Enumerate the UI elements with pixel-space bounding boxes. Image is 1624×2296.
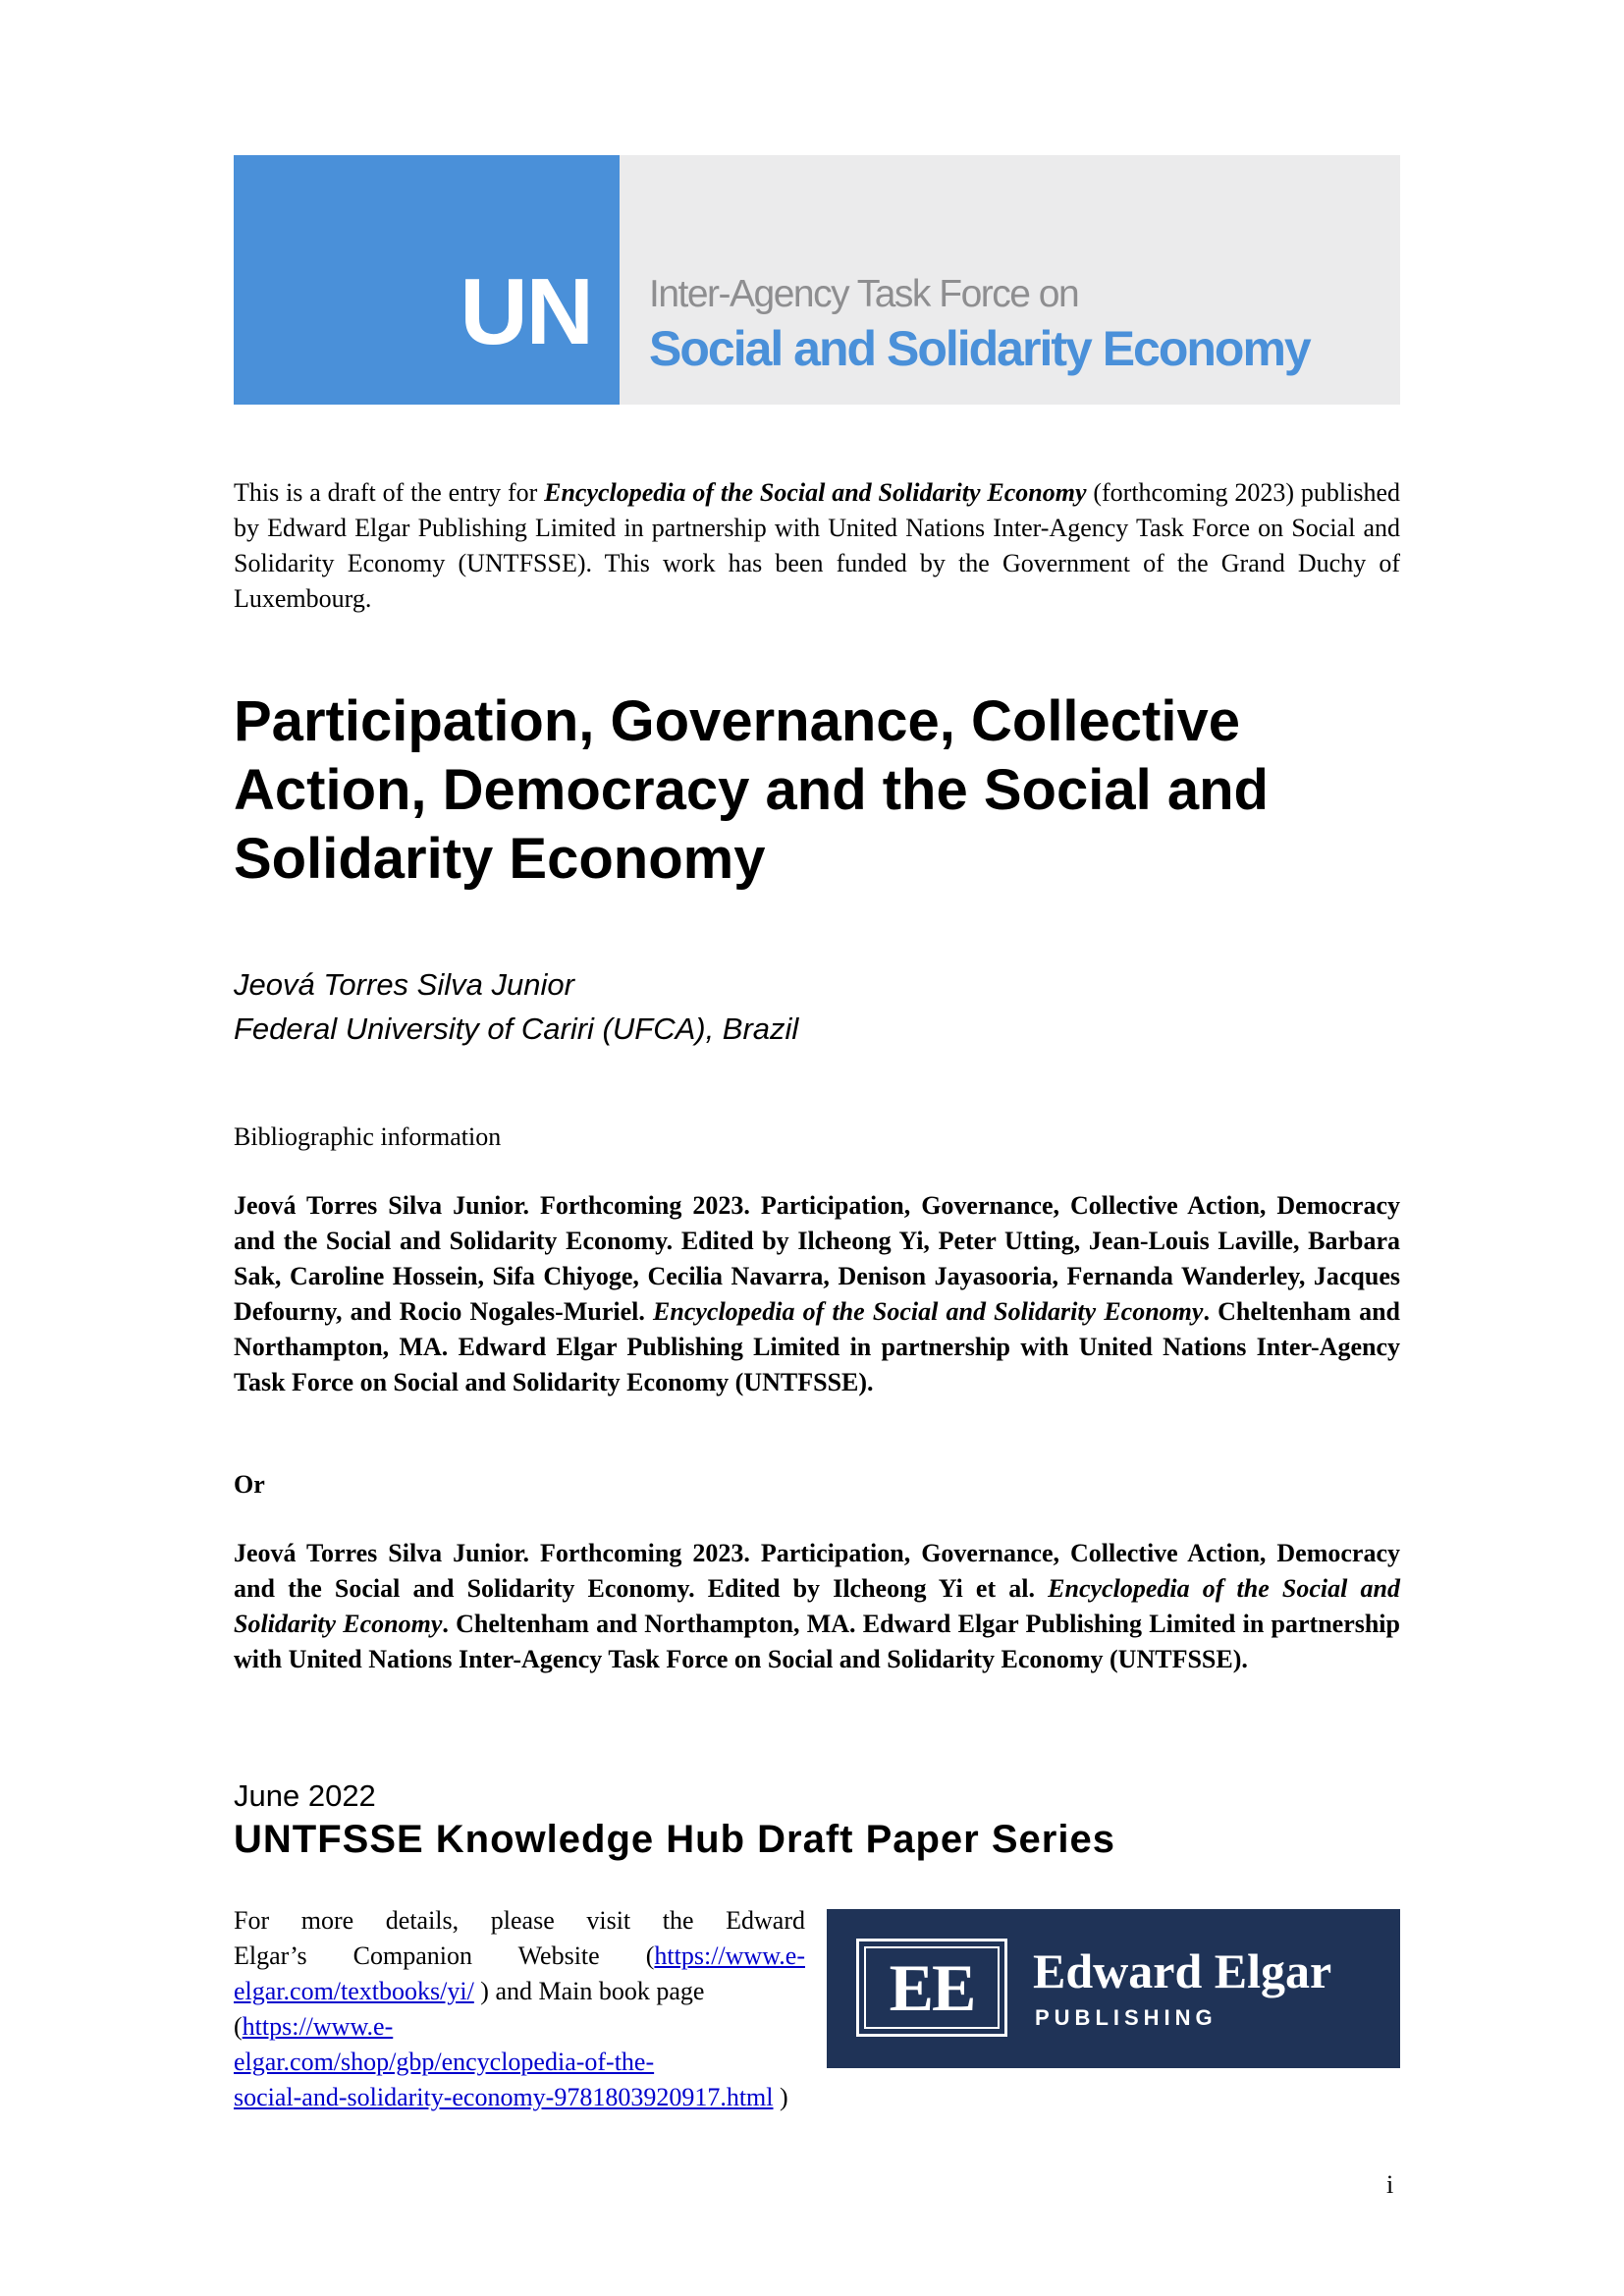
details-line-2 — [234, 1939, 805, 1974]
details-text: ) and Main book page — [473, 1977, 705, 2005]
task-force-name-block — [620, 155, 1400, 405]
citation-full-book: Encyclopedia of the Social and Solidarity Economy — [653, 1297, 1204, 1326]
details-line-4 — [234, 2009, 805, 2045]
un-logo-text: UN — [460, 259, 592, 364]
citation-full-post: . Cheltenham and Northampton, MA. Edward Elgar Publishing Limited in partnership with United Nations Inter-Agency Task Force on Social and Solidarity Economy (UNTFSSE). — [234, 1297, 1400, 1396]
publisher-subtitle: PUBLISHING — [1035, 2005, 1218, 2030]
citation-short-post: . Cheltenham and Northampton, MA. Edward Elgar Publishing Limited in partnership with United Nations Inter-Agency Task Force on Social and Solidarity Economy (UNTFSSE). — [234, 1610, 1400, 1673]
details-line-6 — [234, 2080, 805, 2115]
details-line-5 — [234, 2045, 805, 2080]
ee-monogram-icon — [856, 1939, 1007, 2037]
details-text: Elgar’s Companion Website ( — [234, 1941, 655, 1970]
author-affiliation: Federal University of Cariri (UFCA), Brazil — [234, 1011, 799, 1046]
page-title: Participation, Governance, Collective Action, Democracy and the Social and Solidarity Economy — [234, 689, 1269, 891]
details-paragraph — [234, 1903, 805, 2115]
intro-text-pre: This is a draft of the entry for — [234, 478, 545, 507]
publication-date: June 2022 — [234, 1778, 376, 1813]
companion-website-link-cont[interactable]: elgar.com/textbooks/yi/ — [234, 1977, 474, 2005]
details-line-3 — [234, 1974, 805, 2009]
citation-full — [234, 1188, 1400, 1400]
ee-monogram-text: EE — [864, 1946, 1000, 2029]
main-book-page-link-end[interactable]: social-and-solidarity-economy-9781803920917.html — [234, 2083, 774, 2111]
un-task-force-banner — [234, 155, 1400, 405]
edward-elgar-logo — [827, 1909, 1400, 2068]
citation-short-book: Encyclopedia of the Social and Solidarity Economy — [234, 1574, 1400, 1638]
intro-text-post: (forthcoming 2023) published by Edward Elgar Publishing Limited in partnership with United Nations Inter-Agency Task Force on Social and Solidarity Economy (UNTFSSE). This work has been funded by the Government of the Grand Duchy of Luxembourg. — [234, 478, 1400, 613]
publisher-name: Edward Elgar — [1033, 1943, 1332, 1998]
main-book-page-link[interactable]: https://www.e- — [242, 2012, 394, 2041]
task-force-name-line2: Social and Solidarity Economy — [649, 321, 1310, 376]
citation-short — [234, 1536, 1400, 1677]
intro-paragraph — [234, 475, 1400, 617]
page-number: i — [1386, 2170, 1394, 2199]
or-label: Or — [234, 1470, 265, 1499]
details-line-1: For more details, please visit the Edward — [234, 1906, 805, 1935]
series-title: UNTFSSE Knowledge Hub Draft Paper Series — [234, 1818, 1115, 1861]
author-block — [234, 962, 798, 1051]
details-text: ( — [234, 2012, 243, 2041]
intro-book-title: Encyclopedia of the Social and Solidarity Economy — [544, 478, 1087, 507]
details-text: ) — [773, 2083, 788, 2111]
citation-short-pre: Jeová Torres Silva Junior. Forthcoming 2023. Participation, Governance, Collective Action, Democracy and the Social and Solidarity Economy. Edited by Ilcheong Yi et al. — [234, 1539, 1400, 1603]
citation-full-pre: Jeová Torres Silva Junior. Forthcoming 2023. Participation, Governance, Collective Action, Democracy and the Social and Solidarity Economy. Edited by Ilcheong Yi, Peter Utting, Jean-Louis Laville, Barbara Sak, Caroline Hossein, Sifa Chiyoge, Cecilia Navarra, Denison Jayasooria, Fernanda Wanderley, Jacques Defourny, and Rocio Nogales-Muriel. — [234, 1191, 1400, 1326]
un-logo-block — [234, 155, 620, 405]
companion-website-link[interactable]: https://www.e- — [654, 1941, 805, 1970]
main-book-page-link-cont[interactable]: elgar.com/shop/gbp/encyclopedia-of-the- — [234, 2048, 655, 2076]
task-force-name-line1: Inter-Agency Task Force on — [649, 273, 1079, 315]
author-name: Jeová Torres Silva Junior — [234, 967, 574, 1002]
bibliographic-label: Bibliographic information — [234, 1122, 502, 1151]
